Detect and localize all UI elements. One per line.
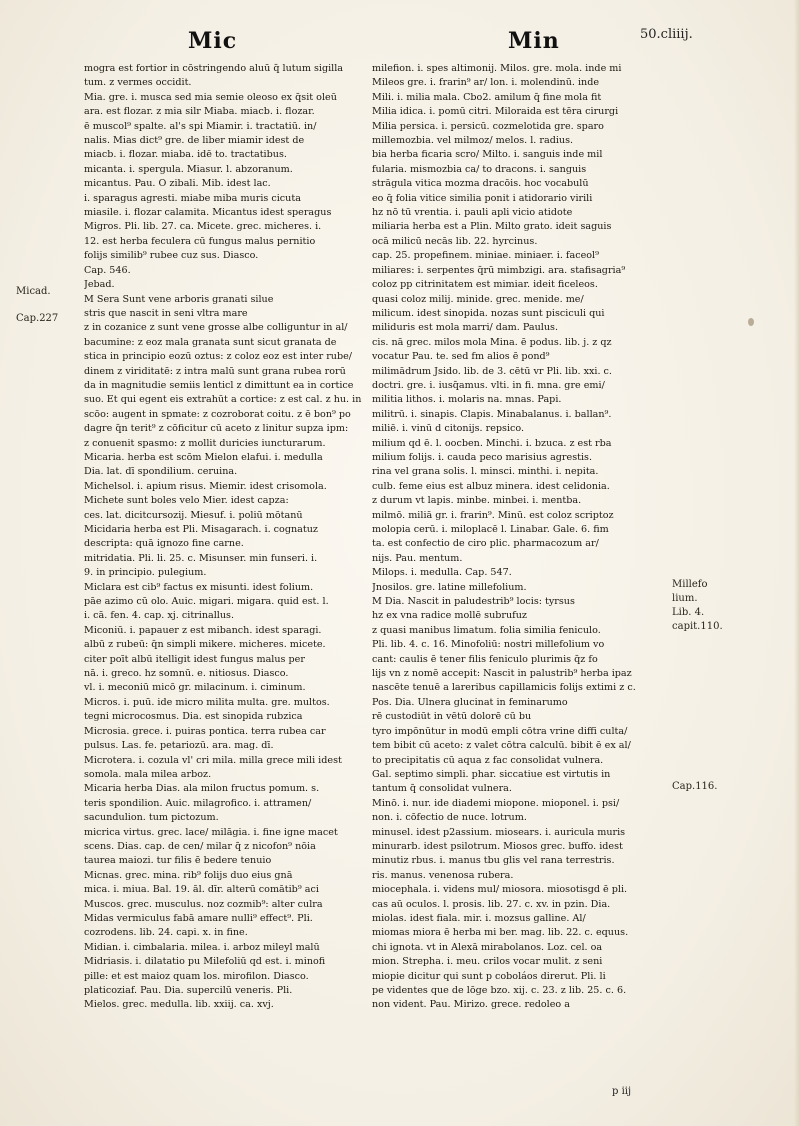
left-column-line: micanta. i. spergula. Miasur. l. abzoranum. <box>84 163 293 175</box>
right-column-line: pe videntes que de lōge bzo. xij. c. 23. z lib. 25. c. 6. <box>372 985 627 996</box>
right-column-line: cis. nā grec. milos mola Mina. ē podus. lib. j. z qz <box>372 336 612 348</box>
right-column-line: nascēte tenuē a lareribus capillamicis folijs extimi z c. <box>372 682 636 694</box>
margin-note-millefolium-1: Millefo <box>672 579 708 590</box>
left-column-line: mogra est fortior in cōstringendo aluū q̄ lutum sigilla <box>84 63 344 74</box>
right-column-line: non. i. cōfectio de nuce. lotrum. <box>372 812 527 824</box>
folio-number: 50.cliiij. <box>640 27 693 42</box>
left-column-line: Midian. i. cimbalaria. milea. i. arboz mileyl malū <box>84 941 320 953</box>
right-column-line: mion. Strepha. i. meu. crilos vocar mulit. z seni <box>372 956 603 968</box>
left-column-line: Microtera. i. cozula vl' cri mila. milla grece mili idest <box>84 754 342 766</box>
right-column-line: minurarb. idest psilotrum. Miosos grec. buffo. idest <box>372 840 623 852</box>
right-column-line: doctri. gre. i. iusq̄amus. vlti. in fi. mna. gre emi/ <box>372 379 605 391</box>
text-column-left <box>84 62 366 1013</box>
right-column-line: nijs. Pau. mentum. <box>372 552 463 564</box>
left-column-line: albū z rubeū: q̄n simpli mikere. micheres. micete. <box>84 639 326 651</box>
left-column-line: Micaria. herba est scōm Mielon elafui. i. medulla <box>84 451 323 463</box>
right-column-line: non vident. Pau. Mirizo. grece. redoleo a <box>372 999 570 1011</box>
left-column-line: Microsia. grece. i. puiras pontica. terra rubea car <box>84 725 326 737</box>
right-column-line: cas aū oculos. l. prosis. lib. 27. c. xv. in pzin. Dia. <box>372 898 611 910</box>
left-column-line: scōo: augent in spmate: z cozroborat coitu. z ē bon⁹ po <box>84 408 351 420</box>
left-column-line: 12. est herba feculera cū fungus malus pernitio <box>84 235 316 247</box>
margin-note-lib-4: Lib. 4. <box>672 607 705 618</box>
right-column-line: to precipitatis cū aqua z fac consolidat vulnera. <box>372 754 604 766</box>
right-column-line: z durum vt lapis. minbe. minbei. i. mentba. <box>372 495 582 507</box>
left-column-line: miacb. i. flozar. miaba. idē to. tractatibus. <box>84 149 287 161</box>
left-column-line: teris spondilion. Auic. milagrofico. i. attramen/ <box>84 797 312 809</box>
right-column-line: miolas. idest fiala. mir. i. mozsus galline. Al/ <box>372 912 586 924</box>
margin-note-millefolium-2: lium. <box>672 593 698 604</box>
right-column-line: rina vel grana solis. l. minsci. minthi. i. nepita. <box>372 466 599 478</box>
left-column-line: Miconiū. i. papauer z est mibanch. idest sparagi. <box>84 624 322 636</box>
right-column-line: hz nō tū vrentia. i. pauli apli vicio atidote <box>372 207 573 219</box>
right-column-line: Pos. Dia. Ulnera glucinat in feminarumo <box>372 696 568 708</box>
right-column-line: milium qd ē. l. oocben. Minchi. i. bzuca. z est rba <box>372 437 612 449</box>
left-column-line: Cap. 546. <box>84 264 131 276</box>
left-column-line: micrica virtus. grec. lace/ milāgia. i. fine igne macet <box>84 826 338 838</box>
right-column-line: z quasi manibus limatum. folia similia feniculo. <box>372 624 601 636</box>
right-column-line: miliaria herba est a Plin. Milto grato. ideit saguis <box>372 221 612 233</box>
left-column-line: nā. i. greco. hz somnū. e. nitiosus. Diasco. <box>84 668 289 680</box>
right-column-line: miliduris est mola marri/ dam. Paulus. <box>372 322 559 334</box>
right-column-line: coloz pp citrinitatem est mimiar. ideit ficeleos. <box>372 279 598 291</box>
right-column-line: milefion. i. spes altimonij. Milos. gre. mola. inde mi <box>372 63 622 74</box>
right-column-line: eo q̄ folia vitice similia ponit i atidorario virili <box>372 192 593 204</box>
left-column-line: ces. lat. dicitcursozij. Miesuf. i. poliū mōtanū <box>84 509 303 521</box>
right-column-line: Milia idica. i. pomū citri. Miloraida est tēra cirurgi <box>372 106 619 118</box>
right-column-line: lijs vn z nomē accepit: Nascit in palustrib⁹ herba ipaz <box>372 668 632 680</box>
right-column-line: minusel. idest p2assium. miosears. i. auricula muris <box>372 826 626 838</box>
right-column-line: chi ignota. vt in Alexā mirabolanos. Loz. cel. oa <box>372 941 603 953</box>
right-column-line: ris. manus. venenosa rubera. <box>372 869 514 881</box>
right-column-line: minutiz rbus. i. manus tbu glis vel rana terrestris. <box>372 855 615 867</box>
sheet-edge-shadow <box>794 0 800 1126</box>
left-column-line: 9. in principio. pulegium. <box>84 567 207 579</box>
right-column-line: milicum. idest sinopida. nozas sunt pisciculi qui <box>372 307 605 319</box>
right-column-line: cap. 25. propefinem. miniae. miniaer. i. faceol⁹ <box>372 250 599 262</box>
left-column-line: platicoziaf. Pau. Dia. supercilū veneris. Pli. <box>84 985 293 996</box>
left-column-line: i. sparagus agresti. miabe miba muris cicuta <box>84 192 301 204</box>
right-column-line: Jnosilos. gre. latine millefolium. <box>372 581 527 593</box>
margin-note-cap-227: Cap.227 <box>16 313 59 324</box>
right-column-line: hz ex vna radice mollē subrufuz <box>372 610 527 622</box>
right-column-line: quasi coloz milij. minide. grec. menide. me/ <box>372 293 584 305</box>
catchword: p iij <box>612 1086 632 1097</box>
left-column-line: Midriasis. i. dilatatio pu Milefoliū qd est. i. minofi <box>84 956 326 968</box>
left-column-line: ē muscol⁹ spalte. al's spi Miamir. i. tractatiū. in/ <box>84 120 317 132</box>
left-column-line: i. cā. fen. 4. cap. xj. citrinallus. <box>84 610 235 622</box>
running-head-right: Min <box>508 28 560 54</box>
left-column-line: M Sera Sunt vene arboris granati silue <box>84 293 274 305</box>
right-column-line: fularia. mismozbia ca/ to dracons. i. sanguis <box>372 163 587 175</box>
left-column-line: somola. mala milea arboz. <box>84 768 212 780</box>
left-column-line: Mia. gre. i. musca sed mia semie oleoso ex q̄sit oleū <box>84 91 337 103</box>
right-column-line: millemozbia. vel milmoz/ melos. l. radius. <box>372 135 574 147</box>
running-head-left: Mic <box>188 28 238 54</box>
right-column-line: culb. feme eius est albuz minera. idest celidonia. <box>372 480 610 492</box>
right-column-line: militrū. i. sinapis. Clapis. Minabalanus. i. ballan⁹. <box>372 408 612 420</box>
right-column-line: Gal. septimo simpli. phar. siccatiue est virtutis in <box>372 768 611 780</box>
left-column-line: citer poīt albū itelligit idest fungus malus per <box>84 653 305 665</box>
right-column-line: miopie dicitur qui sunt p coboláos direrut. Pli. li <box>372 970 606 982</box>
left-column-line: Muscos. grec. musculus. noz cozmib⁹: alter culra <box>84 898 323 910</box>
left-column-line: pille: et est maioz quam los. mirofilon. Diasco. <box>84 970 309 982</box>
right-column-line: miomas miora ē herba mi ber. mag. lib. 22. c. equus. <box>372 927 629 939</box>
left-column-line: Jebad. <box>84 279 115 291</box>
margin-note-capit-110: capit.110. <box>672 621 723 632</box>
left-column-line: Migros. Pli. lib. 27. ca. Micete. grec. micheres. i. <box>84 221 322 233</box>
text-column-right <box>372 62 662 1013</box>
left-column-line: mica. i. miua. Bal. 19. āl. dīr. alterū comātib⁹ aci <box>84 884 319 896</box>
right-column-line: miliē. i. vinū d citonijs. repsico. <box>372 423 525 435</box>
left-column-line: sacundulion. tum pictozum. <box>84 812 219 824</box>
margin-note-micad: Micad. <box>16 286 51 297</box>
right-column-line: M Dia. Nascit in paludestrib⁹ locis: tyrsus <box>372 596 575 608</box>
right-column-line: ta. est confectio de ciro plic. pharmacozum ar/ <box>372 538 599 550</box>
right-column-line: Pli. lib. 4. c. 16. Minofoliū: nostri millefolium vo <box>372 639 605 651</box>
right-column-line: rē custodiūt in vētū dolorē cū bu <box>372 711 532 723</box>
left-column-line: descripta: quā ignozo fine carne. <box>84 538 244 550</box>
right-column-line: tantum q̄ consolidat vulnera. <box>372 783 512 795</box>
right-column-line: miliares: i. serpentes q̄rū mimbzigi. ara. stafisagria⁹ <box>372 264 626 276</box>
left-column-line: cozrodens. lib. 24. capi. x. in fine. <box>84 927 248 939</box>
left-column-line: Michelsol. i. apium risus. Miemir. idest crisomola. <box>84 480 327 492</box>
left-column-line: ara. est flozar. z mia silr Miaba. miacb. i. flozar. <box>84 106 315 118</box>
left-column-line: miasile. i. flozar calamita. Micantus idest speragus <box>84 207 332 219</box>
left-column-line: Midas vermiculus fabā amare nulli⁹ effect⁹. Pli. <box>84 912 313 924</box>
left-column-line: scens. Dias. cap. de cen/ milar q̄ z nicofon⁹ nōia <box>84 840 316 852</box>
paper-blemish <box>748 318 754 326</box>
left-column-line: stris que nascit in seni vltra mare <box>84 307 248 319</box>
left-column-line: pāe azimo cū olo. Auic. migari. migara. quid est. l. <box>84 596 329 608</box>
left-column-line: Micidaria herba est Pli. Misagarach. i. cognatuz <box>84 524 318 535</box>
left-column-line: taurea maiozi. tur filis ē bedere tenuio <box>84 855 272 867</box>
right-column-line: ocā milicū necās lib. 22. hyrcinus. <box>372 235 538 247</box>
left-column-line: vl. i. meconiū micō gr. milacinum. i. ciminum. <box>84 682 306 694</box>
left-column-line: micantus. Pau. O zibali. Mib. idest lac. <box>84 178 271 190</box>
right-column-line: tem bibit cū aceto: z valet cōtra calculū. bibit ē ex al/ <box>372 740 631 752</box>
left-column-line: Dia. lat. dī spondilium. ceruina. <box>84 466 238 478</box>
left-column-line: z in cozanice z sunt vene grosse albe colliguntur in al/ <box>84 322 348 334</box>
left-column-line: Micros. i. puū. ide micro milita multa. gre. multos. <box>84 696 330 708</box>
margin-note-cap-116: Cap.116. <box>672 781 718 792</box>
right-column-line: milimādrum Jsido. lib. de 3. cētū vr Pli. lib. xxi. c. <box>372 365 612 377</box>
right-column-line: milium folijs. i. cauda peco marisius agrestis. <box>372 451 593 463</box>
right-column-line: Milia persica. i. persicū. cozmelotida gre. sparo <box>372 120 604 132</box>
left-column-line: mitridatia. Pli. li. 25. c. Misunser. min funseri. i. <box>84 552 318 564</box>
left-column-line: tegni microcosmus. Dia. est sinopida rubzica <box>84 711 303 723</box>
left-column-line: nalis. Mias dict⁹ gre. de liber miamir idest de <box>84 135 305 147</box>
right-column-line: molopia cerū. i. miloplacē l. Linabar. Gale. 6. fim <box>372 524 609 535</box>
left-column-line: Michete sunt boles velo Mier. idest capza: <box>84 495 289 507</box>
right-column-line: Minō. i. nur. ide diademi miopone. mioponel. i. psi/ <box>372 797 620 809</box>
left-column-line: dinem z viriditatē: z intra malū sunt grana rubea rorū <box>84 365 346 377</box>
left-column-line: Mielos. grec. medulla. lib. xxiij. ca. xvj. <box>84 999 274 1011</box>
left-column-line: bacumine: z eoz mala granata sunt sicut granata de <box>84 336 337 348</box>
right-column-line: cant: caulis ē tener filis feniculo plurimis q̄z fo <box>372 653 598 665</box>
left-column-line: Miclara est cib⁹ factus ex misunti. idest folium. <box>84 581 314 593</box>
left-column-line: folijs similib⁹ rubee cuz sus. Diasco. <box>84 250 259 262</box>
left-column-line: dagre q̄n terit⁹ z cōficitur cū aceto z linitur supza ipm: <box>84 423 349 435</box>
left-column-line: Micnas. grec. mina. rib⁹ folijs duo eius gnā <box>84 869 293 881</box>
left-column-line: Micaria herba Dias. ala milon fructus pomum. s. <box>84 783 320 795</box>
right-column-line: Mili. i. milia mala. Cbo2. amilum q̄ fine mola fit <box>372 91 602 103</box>
left-column-line: suo. Et qui egent eis extrahūt a cortice: z est cal. z hu. in <box>84 394 362 406</box>
right-column-line: vocatur Pau. te. sed fm alios ē pond⁹ <box>372 351 550 363</box>
right-column-line: Mileos gre. i. frarin⁹ ar/ lon. i. molendinū. inde <box>372 77 600 89</box>
right-column-line: Milops. i. medulla. Cap. 547. <box>372 567 512 579</box>
right-column-line: militia lithos. i. molaris na. mnas. Papi. <box>372 394 562 406</box>
left-column-line: z conuenit spasmo: z mollit duricies iuncturarum. <box>84 437 326 449</box>
right-column-line: milmō. miliā gr. i. frarin⁹. Minū. est coloz scriptoz <box>372 509 614 521</box>
right-column-line: strāgula vitica mozma dracōis. hoc vocabulū <box>372 178 589 190</box>
right-column-line: tyro impōnūtur in modū empli cōtra vrine diffi culta/ <box>372 725 628 737</box>
right-column-line: miocephala. i. videns mul/ miosora. miosotisgd ē pli. <box>372 884 628 896</box>
right-column-line: bia herba ficaria scro/ Milto. i. sanguis inde mil <box>372 149 603 161</box>
left-column-line: da in magnitudie semiis lenticl z dimittunt ea in cortice <box>84 379 354 391</box>
left-column-line: tum. z vermes occidit. <box>84 77 192 89</box>
left-column-line: stica in principio eozū oztus: z coloz eoz est inter rube/ <box>84 351 353 363</box>
left-column-line: pulsus. Las. fe. petariozū. ara. mag. dī. <box>84 740 274 752</box>
